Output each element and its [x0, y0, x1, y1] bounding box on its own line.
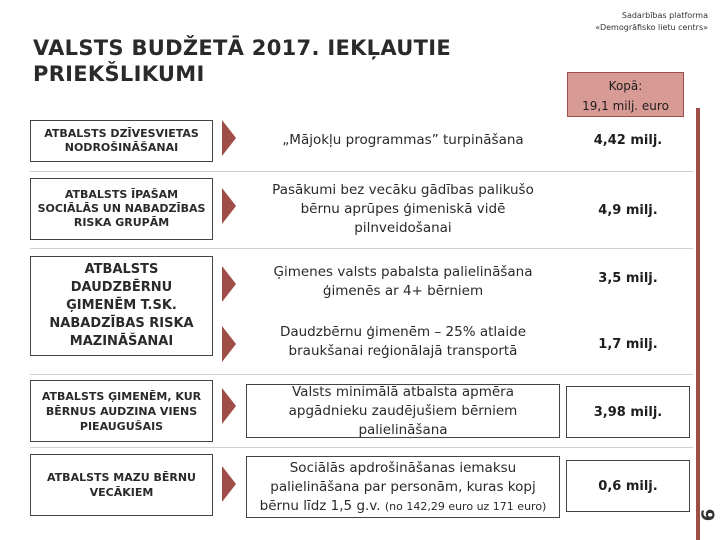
measure-amount: 1,7 milj.	[566, 322, 690, 366]
total-label: Kopā:	[608, 79, 643, 93]
measure-amount: 3,98 milj.	[566, 386, 690, 438]
measure-amount: 0,6 milj.	[566, 460, 690, 512]
arrow-icon	[222, 388, 236, 424]
measure-amount: 4,42 milj.	[566, 122, 690, 158]
measure-text: Valsts minimālā atbalsta apmēra apgādnieku zaudējušiem bērniem palielināšana	[246, 384, 560, 438]
page-title	[33, 35, 533, 87]
arrow-icon	[222, 188, 236, 224]
row-divider	[30, 374, 693, 375]
arrow-icon	[222, 120, 236, 156]
category-large-families: ATBALSTS DAUDZBĒRNU ĢIMENĒM T.SK. NABADZĪBAS RISKA MAZINĀŠANAI	[30, 256, 213, 356]
total-badge	[567, 72, 684, 117]
measure-text: Daudzbērnu ģimenēm – 25% atlaide braukšanai reģionālajā transportā	[248, 318, 558, 366]
measure-amount: 4,9 milj.	[566, 190, 690, 230]
category-young-children: ATBALSTS MAZU BĒRNU VECĀKIEM	[30, 454, 213, 516]
page-number: 9	[696, 508, 718, 522]
category-social-risk: ATBALSTS ĪPAŠAM SOCIĀLĀS UN NABADZĪBAS RISKA GRUPĀM	[30, 178, 213, 240]
row-divider	[30, 171, 693, 172]
side-accent-bar	[693, 108, 720, 540]
measure-text	[246, 456, 560, 518]
organization-label	[560, 10, 708, 34]
category-single-parent: ATBALSTS ĢIMENĒM, KUR BĒRNUS AUDZINA VIENS PIEAUGUŠAIS	[30, 380, 213, 442]
org-line1: Sadarbības platforma	[621, 11, 708, 20]
row-divider	[30, 248, 693, 249]
measure-amount: 3,5 milj.	[566, 258, 690, 298]
total-value: 19,1 milj. euro	[582, 99, 669, 113]
arrow-icon	[222, 326, 236, 362]
measure-text: Ģimenes valsts pabalsta palielināšana ģimenēs ar 4+ bērniem	[248, 258, 558, 306]
arrow-icon	[222, 466, 236, 502]
category-housing: ATBALSTS DZĪVESVIETAS NODROŠINĀŠANAI	[30, 120, 213, 162]
row-divider	[30, 447, 693, 448]
org-line2: «Demogrāfisko lietu centrs»	[595, 23, 708, 32]
page-title-line1: VALSTS BUDŽETĀ 2017. IEKĻAUTIE	[33, 36, 451, 60]
arrow-icon	[222, 266, 236, 302]
measure-text: „Mājokļu programmas” turpināšana	[248, 122, 558, 158]
page-title-line2: PRIEKŠLIKUMI	[33, 62, 205, 86]
measure-text-main: Sociālās apdrošināšanas iemaksu palielināšana par personām, kuras kopj bērnu līdz 1,5 g.v.	[259, 460, 536, 514]
measure-text-note: (no 142,29 euro uz 171 euro)	[384, 500, 547, 513]
side-accent-line	[696, 108, 700, 540]
measure-text: Pasākumi bez vecāku gādības palikušo bērnu aprūpes ģimeniskā vidē pilnveidošanai	[248, 178, 558, 240]
